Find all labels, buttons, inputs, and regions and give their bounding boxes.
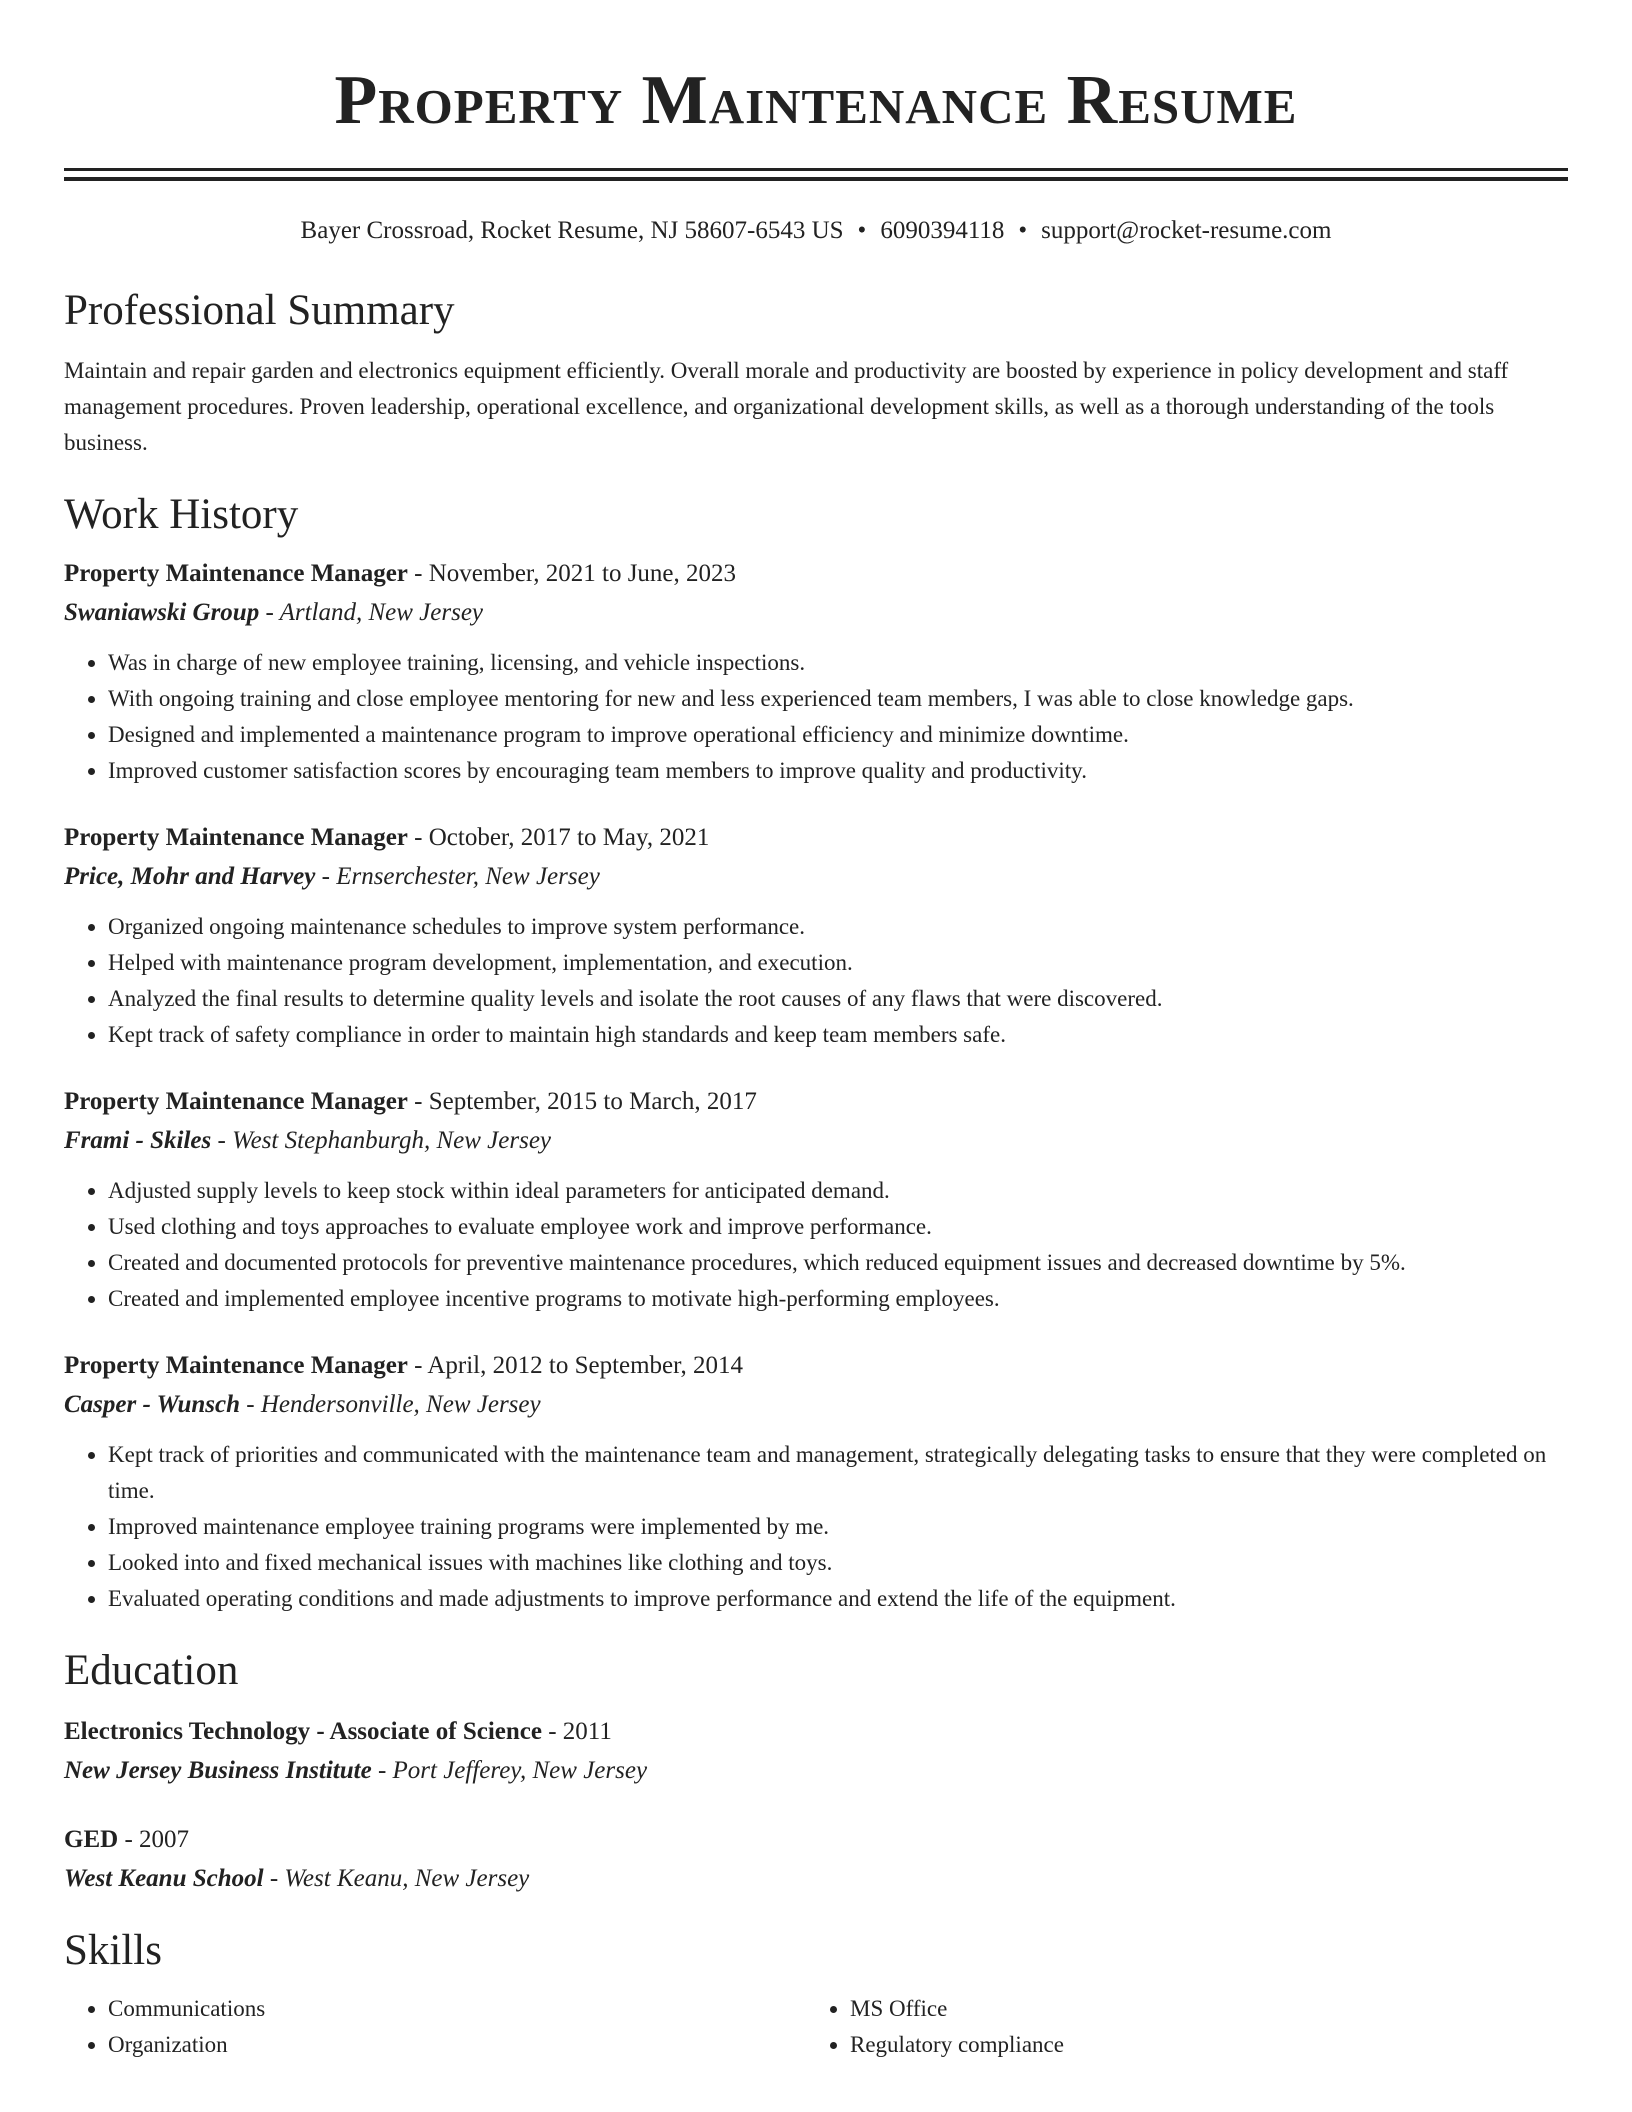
contact-email: support@rocket-resume.com <box>1041 217 1332 244</box>
contact-phone: 6090394118 <box>880 217 1005 244</box>
education-year: - 2007 <box>124 1826 190 1853</box>
work-history-section <box>64 489 1568 1617</box>
job-location: - Ernserchester, New Jersey <box>321 863 600 890</box>
job-bullet: • Organized ongoing maintenance schedules to improve system performance. <box>108 909 1568 945</box>
education-entry <box>64 1821 1568 1899</box>
skill-item: • Regulatory compliance <box>850 2027 1548 2063</box>
job-bullet: • Helped with maintenance program development, implementation, and execution. <box>108 945 1568 981</box>
job-bullets <box>64 1437 1568 1617</box>
title-rule-bottom <box>64 177 1568 181</box>
skills-columns <box>64 1991 1568 2063</box>
skills-heading: Skills <box>64 1927 162 1974</box>
job-dates: - April, 2012 to September, 2014 <box>414 1352 743 1379</box>
education-school: West Keanu School <box>64 1865 264 1892</box>
job-bullet: • Used clothing and toys approaches to evaluate employee work and improve performance. <box>108 1209 1568 1245</box>
job-company: Casper - Wunsch <box>64 1391 240 1418</box>
job-company: Frami - Skiles <box>64 1127 212 1154</box>
work-history-heading: Work History <box>64 491 299 538</box>
skill-item: • Communications <box>108 1991 806 2027</box>
job-bullet: • Was in charge of new employee training, licensing, and vehicle inspections. <box>108 645 1568 681</box>
job-company: Price, Mohr and Harvey <box>64 863 316 890</box>
job-bullet: • Adjusted supply levels to keep stock within ideal parameters for anticipated demand. <box>108 1173 1568 1209</box>
skills-left-column <box>64 1991 806 2063</box>
contact-separator: • <box>857 217 867 244</box>
job-entry <box>64 1347 1568 1617</box>
job-bullet: • Evaluated operating conditions and made adjustments to improve performance and extend the life of the equipment. <box>108 1581 1568 1617</box>
job-title: Property Maintenance Manager <box>64 1352 408 1379</box>
job-bullet: • Kept track of safety compliance in order to maintain high standards and keep team members safe. <box>108 1017 1568 1053</box>
resume-title: Property Maintenance Resume <box>334 62 1298 139</box>
summary-text: Maintain and repair garden and electronics equipment efficiently. Overall morale and productivity are boosted by experience in policy development and staff management procedures. Proven leadership, operational excellence, and organizational development skills, as well as a thorough understanding of the tools business. <box>64 358 1509 455</box>
summary-heading: Professional Summary <box>64 287 455 334</box>
job-entry <box>64 1083 1568 1317</box>
education-degree: GED <box>64 1826 119 1853</box>
job-title: Property Maintenance Manager <box>64 560 408 587</box>
skill-item: • MS Office <box>850 1991 1548 2027</box>
job-bullets <box>64 1173 1568 1317</box>
summary-section <box>64 285 1568 461</box>
job-entry <box>64 819 1568 1053</box>
education-school: New Jersey Business Institute <box>64 1757 372 1784</box>
job-company: Swaniawski Group <box>64 599 260 626</box>
job-bullet: • Improved maintenance employee training programs were implemented by me. <box>108 1509 1568 1545</box>
skills-section <box>64 1925 1568 2063</box>
job-title: Property Maintenance Manager <box>64 1088 408 1115</box>
job-bullets <box>64 909 1568 1053</box>
education-heading: Education <box>64 1647 239 1694</box>
contact-line <box>64 215 1568 247</box>
skills-right-column <box>806 1991 1548 2063</box>
job-location: - Hendersonville, New Jersey <box>246 1391 541 1418</box>
job-dates: - October, 2017 to May, 2021 <box>414 824 710 851</box>
job-dates: - September, 2015 to March, 2017 <box>414 1088 757 1115</box>
job-bullet: • Analyzed the final results to determine quality levels and isolate the root causes of any flaws that were discovered. <box>108 981 1568 1017</box>
job-bullets <box>64 645 1568 789</box>
education-location: - West Keanu, New Jersey <box>269 1865 530 1892</box>
job-title: Property Maintenance Manager <box>64 824 408 851</box>
job-bullet: • With ongoing training and close employee mentoring for new and less experienced team members, I was able to close knowledge gaps. <box>108 681 1568 717</box>
education-year: - 2011 <box>548 1718 612 1745</box>
job-bullet: • Created and documented protocols for preventive maintenance procedures, which reduced equipment issues and decreased downtime by 5%. <box>108 1245 1568 1281</box>
job-entry <box>64 555 1568 789</box>
job-dates: - November, 2021 to June, 2023 <box>414 560 737 587</box>
job-bullet: • Looked into and fixed mechanical issues with machines like clothing and toys. <box>108 1545 1568 1581</box>
title-rule-top <box>64 168 1568 171</box>
job-bullet: • Created and implemented employee incentive programs to motivate high-performing employees. <box>108 1281 1568 1317</box>
job-location: - Artland, New Jersey <box>265 599 484 626</box>
education-section <box>64 1645 1568 1899</box>
contact-address: Bayer Crossroad, Rocket Resume, NJ 58607-6543 US <box>300 217 844 244</box>
contact-separator: • <box>1018 217 1028 244</box>
education-entry <box>64 1713 1568 1791</box>
job-bullet: • Improved customer satisfaction scores by encouraging team members to improve quality and productivity. <box>108 753 1568 789</box>
job-bullet: • Designed and implemented a maintenance program to improve operational efficiency and minimize downtime. <box>108 717 1568 753</box>
education-degree: Electronics Technology - Associate of Science <box>64 1718 542 1745</box>
skill-item: • Organization <box>108 2027 806 2063</box>
job-location: - West Stephanburgh, New Jersey <box>217 1127 552 1154</box>
education-location: - Port Jefferey, New Jersey <box>377 1757 648 1784</box>
job-bullet: • Kept track of priorities and communicated with the maintenance team and management, strategically delegating tasks to ensure that they were completed on time. <box>108 1437 1568 1509</box>
